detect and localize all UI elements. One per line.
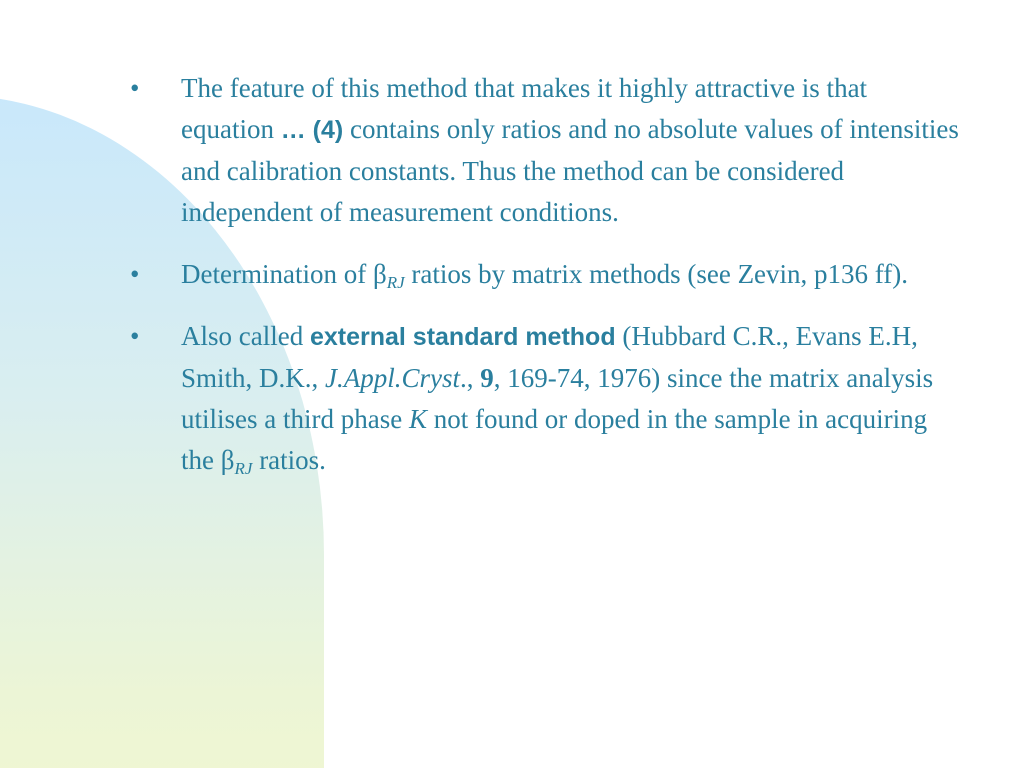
beta-subscript: RJ	[386, 273, 405, 292]
bullet-item-method-feature	[130, 68, 960, 233]
bullet-text: ratios.	[252, 445, 326, 475]
equation-reference: … (4)	[280, 116, 344, 144]
bullet-text: The feature of this method that makes it highly attractive is that equation	[181, 73, 868, 144]
bullet-item-determination	[130, 254, 960, 295]
bullet-text: contains only ratios and no absolute values of intensities and calibration constants. Thus the method can be considered independent of measurement conditions.	[181, 114, 959, 227]
bullet-text: not found or doped in the sample in acquiring the	[181, 404, 928, 475]
bullet-list	[130, 68, 960, 502]
bullet-marker: •	[130, 259, 140, 289]
bullet-text: Also called	[181, 321, 310, 351]
emphasis-term: external standard method	[309, 323, 616, 351]
bullet-marker: •	[130, 73, 140, 103]
bullet-text: ratios by matrix methods (see Zevin, p136 ff).	[404, 259, 909, 289]
journal-name: J.Appl.Cryst	[325, 363, 461, 393]
journal-volume: 9	[480, 363, 494, 393]
bullet-text: .,	[460, 363, 481, 393]
bullet-marker: •	[130, 321, 140, 351]
beta-subscript: RJ	[234, 459, 253, 478]
bullet-text: , 169-74, 1976) since the matrix analysis utilises a third phase	[181, 363, 934, 434]
beta-symbol: β	[372, 259, 387, 289]
bullet-text: (Hubbard C.R., Evans E.H, Smith, D.K.,	[181, 321, 918, 393]
bullet-item-external-standard	[130, 316, 960, 481]
beta-symbol: β	[220, 445, 235, 475]
phase-symbol: K	[408, 404, 427, 434]
bullet-text: Determination of	[181, 259, 373, 289]
